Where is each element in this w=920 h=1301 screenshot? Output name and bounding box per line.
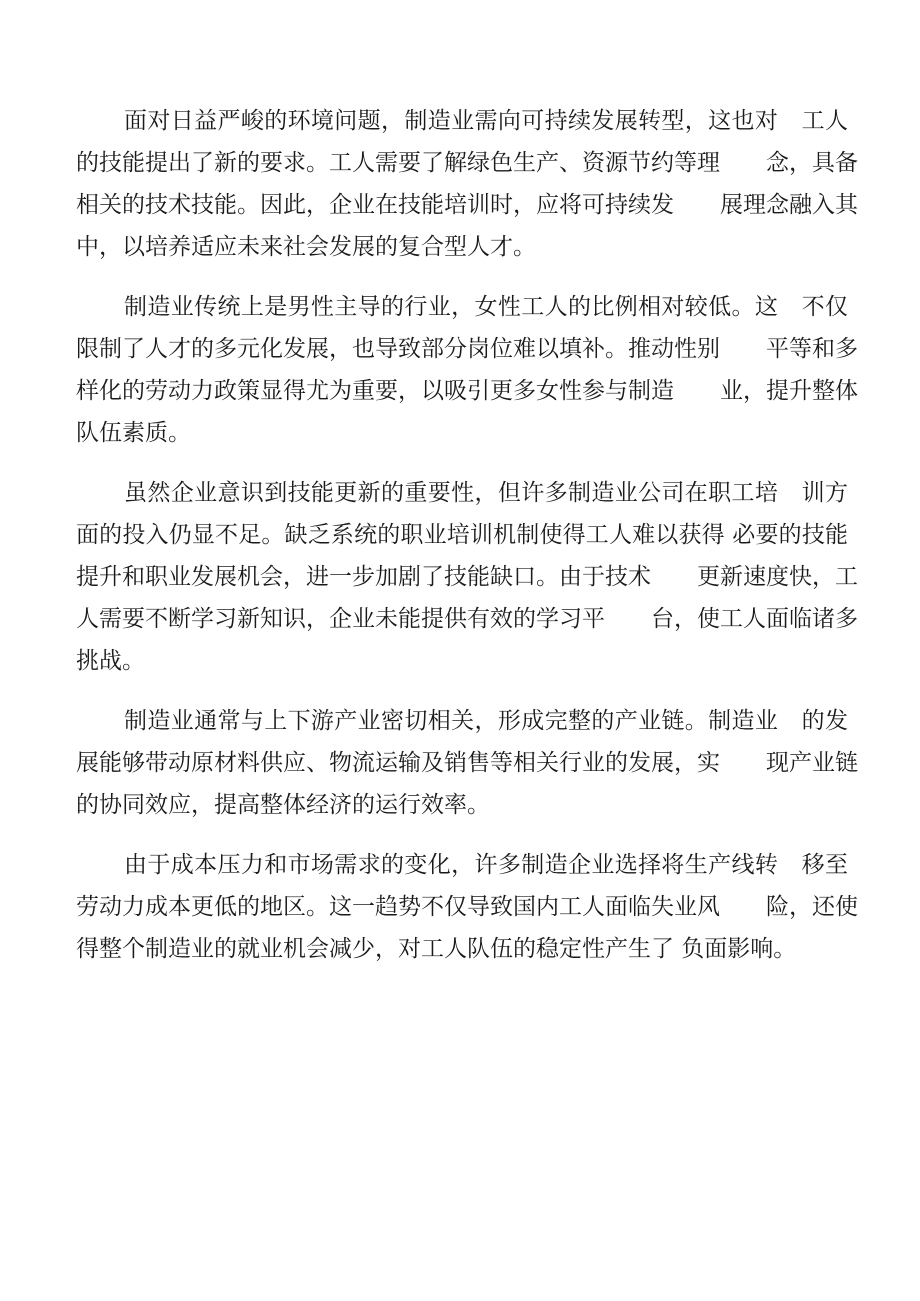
paragraph-line: 的技能提出了新的要求。工人需要了解绿色生产、资源节约等理 念，具备: [76, 150, 858, 176]
paragraph-line: 队伍素质。: [76, 420, 191, 446]
paragraph-2: [76, 286, 858, 454]
paragraph-line: 中，以培养适应未来社会发展的复合型人才。: [76, 234, 536, 260]
paragraph-line: 制造业传统上是男性主导的行业，女性工人的比例相对较低。这 不仅: [124, 294, 848, 320]
paragraph-line: 展能够带动原材料供应、物流运输及销售等相关行业的发展，实 现产业链: [76, 750, 858, 776]
paragraph-line: 限制了人才的多元化发展，也导致部分岗位难以填补。推动性别 平等和多: [76, 336, 858, 362]
paragraph-1: [76, 100, 858, 268]
paragraph-line: 挑战。: [76, 648, 145, 674]
paragraph-line: 面的投入仍显不足。缺乏系统的职业培训机制使得工人难以获得 必要的技能: [76, 522, 848, 548]
paragraph-line: 提升和职业发展机会，进一步加剧了技能缺口。由于技术 更新速度快，工: [76, 564, 858, 590]
paragraph-line: 的协同效应，提高整体经济的运行效率。: [76, 792, 490, 818]
paragraph-line: 相关的技术技能。因此，企业在技能培训时，应将可持续发 展理念融入其: [76, 192, 858, 218]
paragraph-4: [76, 700, 858, 826]
paragraph-line: 由于成本压力和市场需求的变化，许多制造企业选择将生产线转 移至: [124, 852, 848, 878]
document-page: [76, 100, 858, 988]
paragraph-line: 劳动力成本更低的地区。这一趋势不仅导致国内工人面临失业风 险，还使: [76, 894, 858, 920]
paragraph-line: 得整个制造业的就业机会减少，对工人队伍的稳定性产生了 负面影响。: [76, 936, 797, 962]
paragraph-line: 面对日益严峻的环境问题，制造业需向可持续发展转型，这也对 工人: [124, 108, 848, 134]
paragraph-5: [76, 844, 858, 970]
paragraph-line: 样化的劳动力政策显得尤为重要，以吸引更多女性参与制造 业，提升整体: [76, 378, 858, 404]
paragraph-line: 虽然企业意识到技能更新的重要性，但许多制造业公司在职工培 训方: [124, 480, 848, 506]
paragraph-3: [76, 472, 858, 682]
paragraph-line: 人需要不断学习新知识，企业未能提供有效的学习平 台，使工人面临诸多: [76, 606, 858, 632]
paragraph-line: 制造业通常与上下游产业密切相关，形成完整的产业链。制造业 的发: [124, 708, 848, 734]
